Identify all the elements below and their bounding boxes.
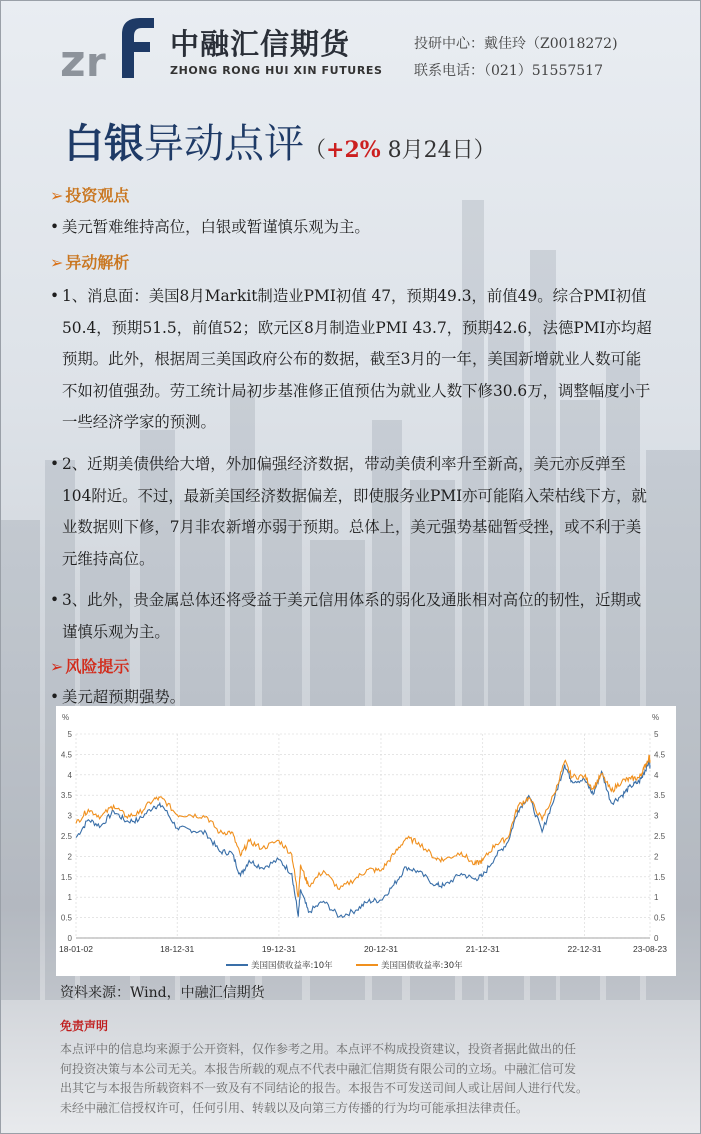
title-date: 8月24日 (380, 138, 474, 163)
y-tick-label-left: 3.5 (60, 791, 72, 801)
x-tick-label: 19-12-31 (261, 944, 296, 954)
company-name-en: ZHONG RONG HUI XIN FUTURES (170, 64, 383, 77)
list-item-text: 1、消息面：美国8月Markit制造业PMI初值 47，预期49.3，前值49。综合PMI初值 50.4，预期51.5，前值52；欧元区8月制造业PMI 43.7，预期42.6，法德PMI亦均超预期。此外，根据周三美国政府公布的数据，截至3月的一年，美国新增就业人数可能不如初值强劲。劳工统计局初步基准修正值预估为就业人数下修30.6万，调整幅度小于一些经济学家的预测。 (62, 287, 652, 431)
bullet-icon: • (50, 287, 60, 305)
x-tick-label: 18-12-31 (160, 944, 195, 954)
section-heading-view (50, 183, 129, 206)
bullet-icon: • (50, 218, 60, 236)
y-tick-label-left: 1.5 (60, 872, 72, 882)
y-tick-label-left: 2 (67, 852, 72, 862)
phone-info: 联系电话：（021）51557517 (414, 63, 603, 79)
y-tick-label-left: 4.5 (60, 750, 72, 760)
y-tick-label-right: 0.5 (654, 913, 666, 923)
list-item (50, 585, 655, 648)
y-tick-label-right: 5 (654, 730, 659, 739)
page-title (64, 112, 496, 169)
legend-label-30y: 美国国债收益率:30年 (381, 961, 463, 971)
x-tick-label: 23-08-23 (632, 944, 668, 954)
y-tick-label-right: 2 (654, 852, 659, 862)
y-tick-label-right: 2.5 (654, 832, 666, 841)
y-tick-label-left: 4 (67, 770, 72, 780)
title-paren-open: （ (304, 138, 327, 163)
arrow-icon: ➢ (50, 186, 64, 205)
list-item-text: 美元暂难维持高位，白银或暂谨慎乐观为主。 (62, 218, 370, 236)
section-heading-label: 异动解析 (65, 253, 130, 272)
list-item-text: 3、此外，贵金属总体还将受益于美元信用体系的弱化及通胀相对高位的韧性，近期或谨慎乐观为主。 (62, 591, 642, 641)
title-commodity: 白银 (64, 120, 144, 167)
list-item (50, 281, 655, 439)
title-type: 异动点评 (144, 121, 304, 167)
analyst-info: 投研中心：戴佳玲（Z0018272) (414, 36, 618, 52)
disclaimer-line: 何投资决策与本公司无关。本报告所载的观点不代表中融汇信期货有限公司的立场。中融汇信可发 (60, 1061, 577, 1076)
arrow-icon: ➢ (50, 657, 64, 676)
section-heading-label: 投资观点 (65, 186, 130, 205)
y-tick-label-left: 3 (67, 811, 72, 821)
legend-label-10y: 美国国债收益率:10年 (251, 961, 333, 971)
list-item (50, 212, 655, 244)
list-item-text: 美元超预期强势。 (62, 688, 186, 706)
bullet-icon: • (50, 591, 60, 609)
x-tick-label: 20-12-31 (363, 944, 398, 954)
section-heading-analysis (50, 250, 129, 273)
y-tick-label-right: 1 (654, 893, 659, 903)
section-heading-label: 风险提示 (65, 657, 130, 676)
data-source: 资料来源：Wind，中融汇信期货 (60, 985, 265, 1001)
svg-text:r: r (86, 40, 106, 82)
arrow-icon: ➢ (50, 253, 64, 272)
list-item (50, 449, 655, 575)
y-tick-label-right: 4 (654, 770, 659, 780)
y-tick-label-left: 5 (67, 730, 72, 739)
disclaimer-line: 未经中融汇信授权许可，任何引用、转载以及向第三方传播的行为均可能承担法律责任。 (60, 1100, 529, 1115)
y-tick-label-left: 2.5 (60, 832, 72, 841)
y-tick-label-left: 1 (67, 893, 72, 903)
y-tick-label-right: 3 (654, 811, 659, 821)
title-change: +2% (326, 137, 381, 163)
y-tick-label-right: 3.5 (654, 791, 666, 801)
disclaimer-title: 免责声明 (60, 1019, 109, 1033)
x-tick-label: 18-01-02 (58, 944, 94, 954)
yield-chart (56, 706, 676, 976)
y-tick-label-left: 0 (67, 934, 72, 943)
list-item-text: 2、近期美债供给大增，外加偏强经济数据，带动美债利率升至新高，美元亦反弹至104附近。不过，最新美国经济数据偏差，即使服务业PMI亦可能陷入荣枯线下方，就业数据则下修，7月非农新增亦弱于预期。总体上，美元强势基础暂受挫，或不利于美元维持高位。 (62, 455, 647, 568)
y-tick-label-right: 1.5 (654, 872, 666, 882)
svg-text:z: z (60, 36, 86, 82)
section-heading-risk (50, 654, 129, 677)
disclaimer-text (60, 1040, 650, 1118)
y-axis-unit-left: % (62, 713, 70, 722)
x-tick-label: 21-12-31 (465, 944, 500, 954)
x-tick-label: 22-12-31 (567, 944, 602, 954)
y-tick-label-left: 0.5 (60, 913, 72, 923)
disclaimer-line: 本点评中的信息均来源于公开资料，仅作参考之用。本点评不构成投资建议，投资者据此做出的任 (60, 1042, 577, 1056)
y-tick-label-right: 4.5 (654, 750, 666, 760)
disclaimer-line: 出其它与本报告所载资料不一致及有不同结论的报告。本报告不可发送司间人或让居间人进行代发。 (60, 1081, 589, 1095)
company-name-cn: 中融汇信期货 (170, 27, 351, 61)
bullet-icon: • (50, 688, 60, 706)
title-paren-close: ） (473, 138, 496, 163)
y-tick-label-right: 0 (654, 934, 659, 943)
bullet-icon: • (50, 455, 60, 473)
company-logo-icon (60, 12, 160, 82)
y-axis-unit-right: % (652, 713, 660, 722)
